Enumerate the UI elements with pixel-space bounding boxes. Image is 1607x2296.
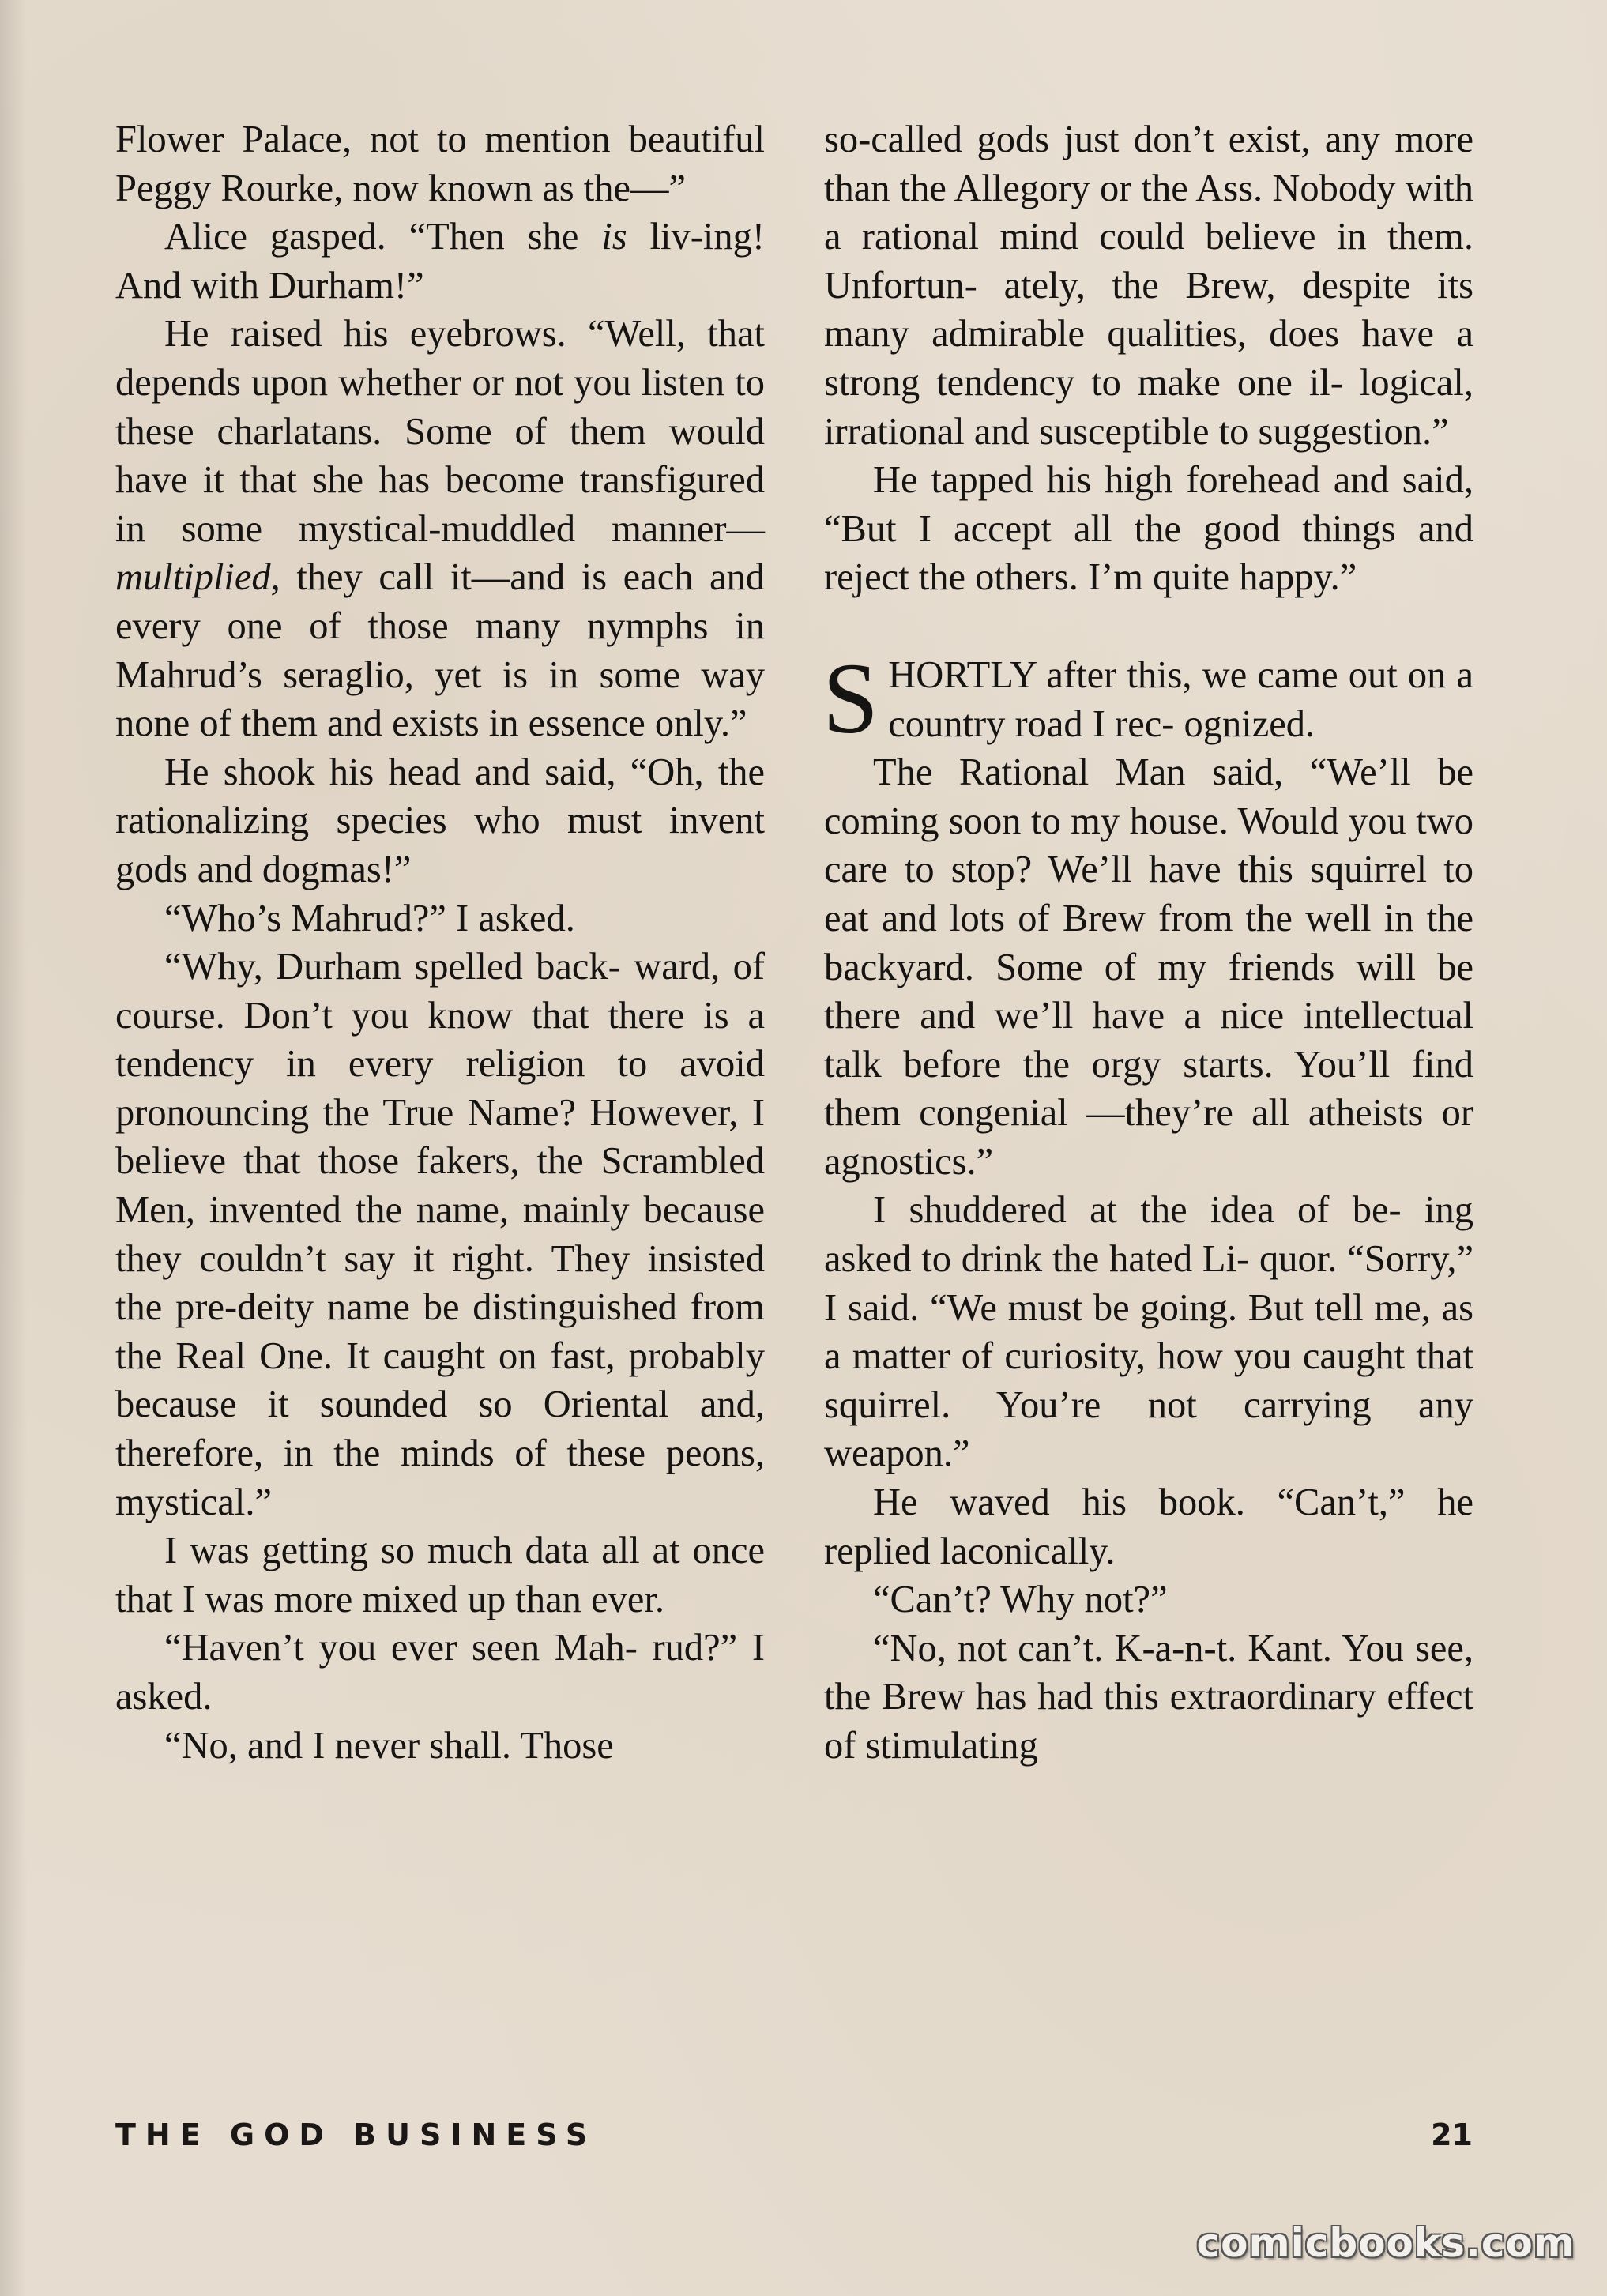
site-watermark: comicbooks.com [1196,2220,1575,2266]
drop-cap: S [822,642,879,755]
right-text-column [824,115,1473,1771]
paragraph: Flower Palace, not to mention beautiful Peggy Rourke, now known as the—” [115,119,765,209]
paragraph: He shook his head and said, “Oh, the rationalizing species who must invent gods and dogmas!” [115,751,765,890]
paragraph: “Haven’t you ever seen Mah- rud?” I asked. [115,1627,765,1718]
page-number: 21 [1431,2117,1473,2152]
paragraph: “Who’s Mahrud?” I asked. [164,897,575,939]
paragraph: I was getting so much data all at once that I was more mixed up than ever. [115,1530,765,1620]
paragraph: “Why, Durham spelled back- ward, of course. Don’t you know that there is a tendency in every religion to avoid pronouncing the True Name? However, I believe that those fakers, the Scrambled Men, invented the name, mainly because they couldn’t say it right. They insisted the pre-deity name be distinguished from the Real One. It caught on fast, probably because it sounded so Oriental and, therefore, in the minds of these peons, mystical.” [115,946,765,1523]
emphasis-multiplied: multiplied, [115,556,280,599]
left-text-column [115,115,765,1770]
page-footer [115,2117,1473,2157]
running-title: THE GOD BUSINESS [115,2117,597,2152]
section-start-text: HORTLY after this, we came out on a country road I rec- ognized. [888,653,1473,745]
paragraph: He waved his book. “Can’t,” he replied laconically. [824,1481,1473,1572]
paragraph: “No, not can’t. K-a-n-t. Kant. You see, the Brew has had this extraordinary effect of stimulating [824,1627,1473,1767]
paragraph-eyebrows: He raised his eyebrows. “Well, that depends upon whether or not you listen to these charlatans. Some of them would have it that she has become transfigured in some mystical-muddled manner— multiplied, they call it—and is each and every one of those many nymphs in Mahrud’s seraglio, yet is in some way none of them and exists in essence only.” [115,313,765,745]
section-start-paragraph [822,642,1473,755]
paragraph: “Can’t? Why not?” [873,1579,1168,1621]
paragraph: so-called gods just don’t exist, any more than the Allegory or the Ass. Nobody with a rational mind could believe in them. Unfortun- ately, the Brew, despite its many admirable qualities, does have a strong tendency to make one il- logical, irrational and susceptible to suggestion.” [824,119,1473,453]
emphasis-is: is [601,216,627,258]
paragraph: I shuddered at the idea of be- ing asked to drink the hated Li- quor. “Sorry,” I said. “We must be going. But tell me, as a matter of curiosity, how you caught that squirrel. You’re not carrying any weapon.” [824,1189,1473,1475]
paragraph: The Rational Man said, “We’ll be coming soon to my house. Would you two care to stop? We’ll have this squirrel to eat and lots of Brew from the well in the backyard. Some of my friends will be there and we’ll have a nice intellectual talk before the orgy starts. You’ll find them congenial —they’re all atheists or agnostics.” [824,751,1473,1183]
paragraph-alice-gasped: Alice gasped. “Then she is liv-ing! And with Durham!” [115,216,765,307]
paragraph: “No, and I never shall. Those [164,1724,614,1767]
paragraph: He tapped his high forehead and said, “But I accept all the good things and reject the others. I’m quite happy.” [824,459,1473,599]
page-binding-shadow [0,0,27,2296]
